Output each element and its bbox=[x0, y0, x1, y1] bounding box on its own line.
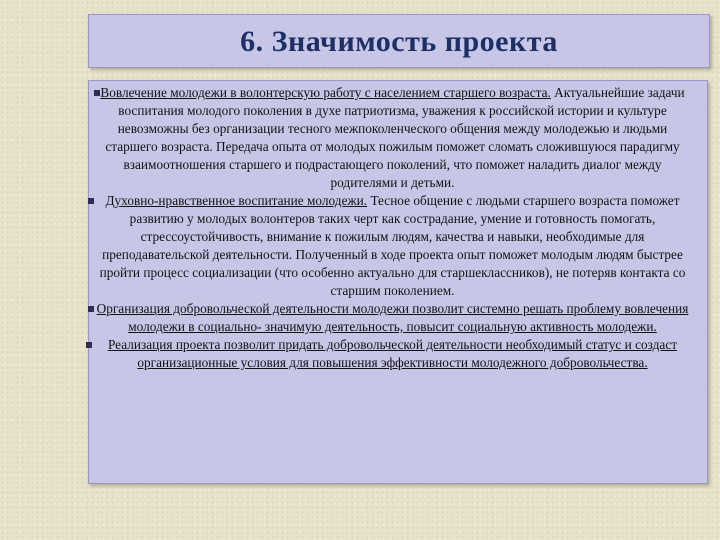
bullet-list bbox=[0, 84, 720, 372]
item-heading: Реализация проекта позволит придать добровольческой деятельности необходимый статус и создаст организационные условия для повышения эффективности молодежного добровольчества. bbox=[107, 337, 678, 370]
list-item bbox=[0, 336, 720, 372]
item-heading: Духовно-нравственное воспитание молодежи. bbox=[105, 193, 368, 208]
square-bullet-icon bbox=[86, 342, 92, 348]
item-heading: Организация добровольческой деятельности молодежи позволит системно решать проблему вовлечения молодежи в социально- значимую деятельность, повысит социальную активность молодежи. bbox=[96, 301, 689, 334]
square-bullet-icon bbox=[94, 90, 100, 96]
list-item bbox=[0, 192, 720, 300]
square-bullet-icon bbox=[88, 198, 94, 204]
item-heading: Вовлечение молодежи в волонтерскую работу с населением старшего возраста. bbox=[100, 85, 551, 100]
list-item bbox=[0, 300, 720, 336]
slide-title: 6. Значимость проекта bbox=[240, 25, 558, 58]
title-box bbox=[88, 14, 710, 68]
list-item bbox=[0, 84, 720, 192]
item-text: Тесное общение с людьми старшего возраста поможет развитию у молодых волонтеров таких черт как сострадание, умение и готовность помогать, стрессоустойчивость, внимание к пожилым людям, качества и навыки, необходимые для преподавательской деятельности. Полученный в ходе проекта опыт поможет молодым людям быстрее пройти процесс социализации (что особенно актуально для старшеклассников), не потеряв контакта со старшим поколением. bbox=[99, 193, 686, 298]
item-text: Актуальнейшие задачи воспитания молодого поколения в духе патриотизма, уважения к российской истории и культуре невозможны без организации тесного межпоколенческого общения между молодежью и людьми старшего возраста. Передача опыта от молодых пожилым поможет сломать сложившуюся парадигму взаимоотношения старшего и подрастающего поколений, что поможет наладить диалог между родителями и детьми. bbox=[105, 85, 685, 190]
square-bullet-icon bbox=[88, 306, 94, 312]
